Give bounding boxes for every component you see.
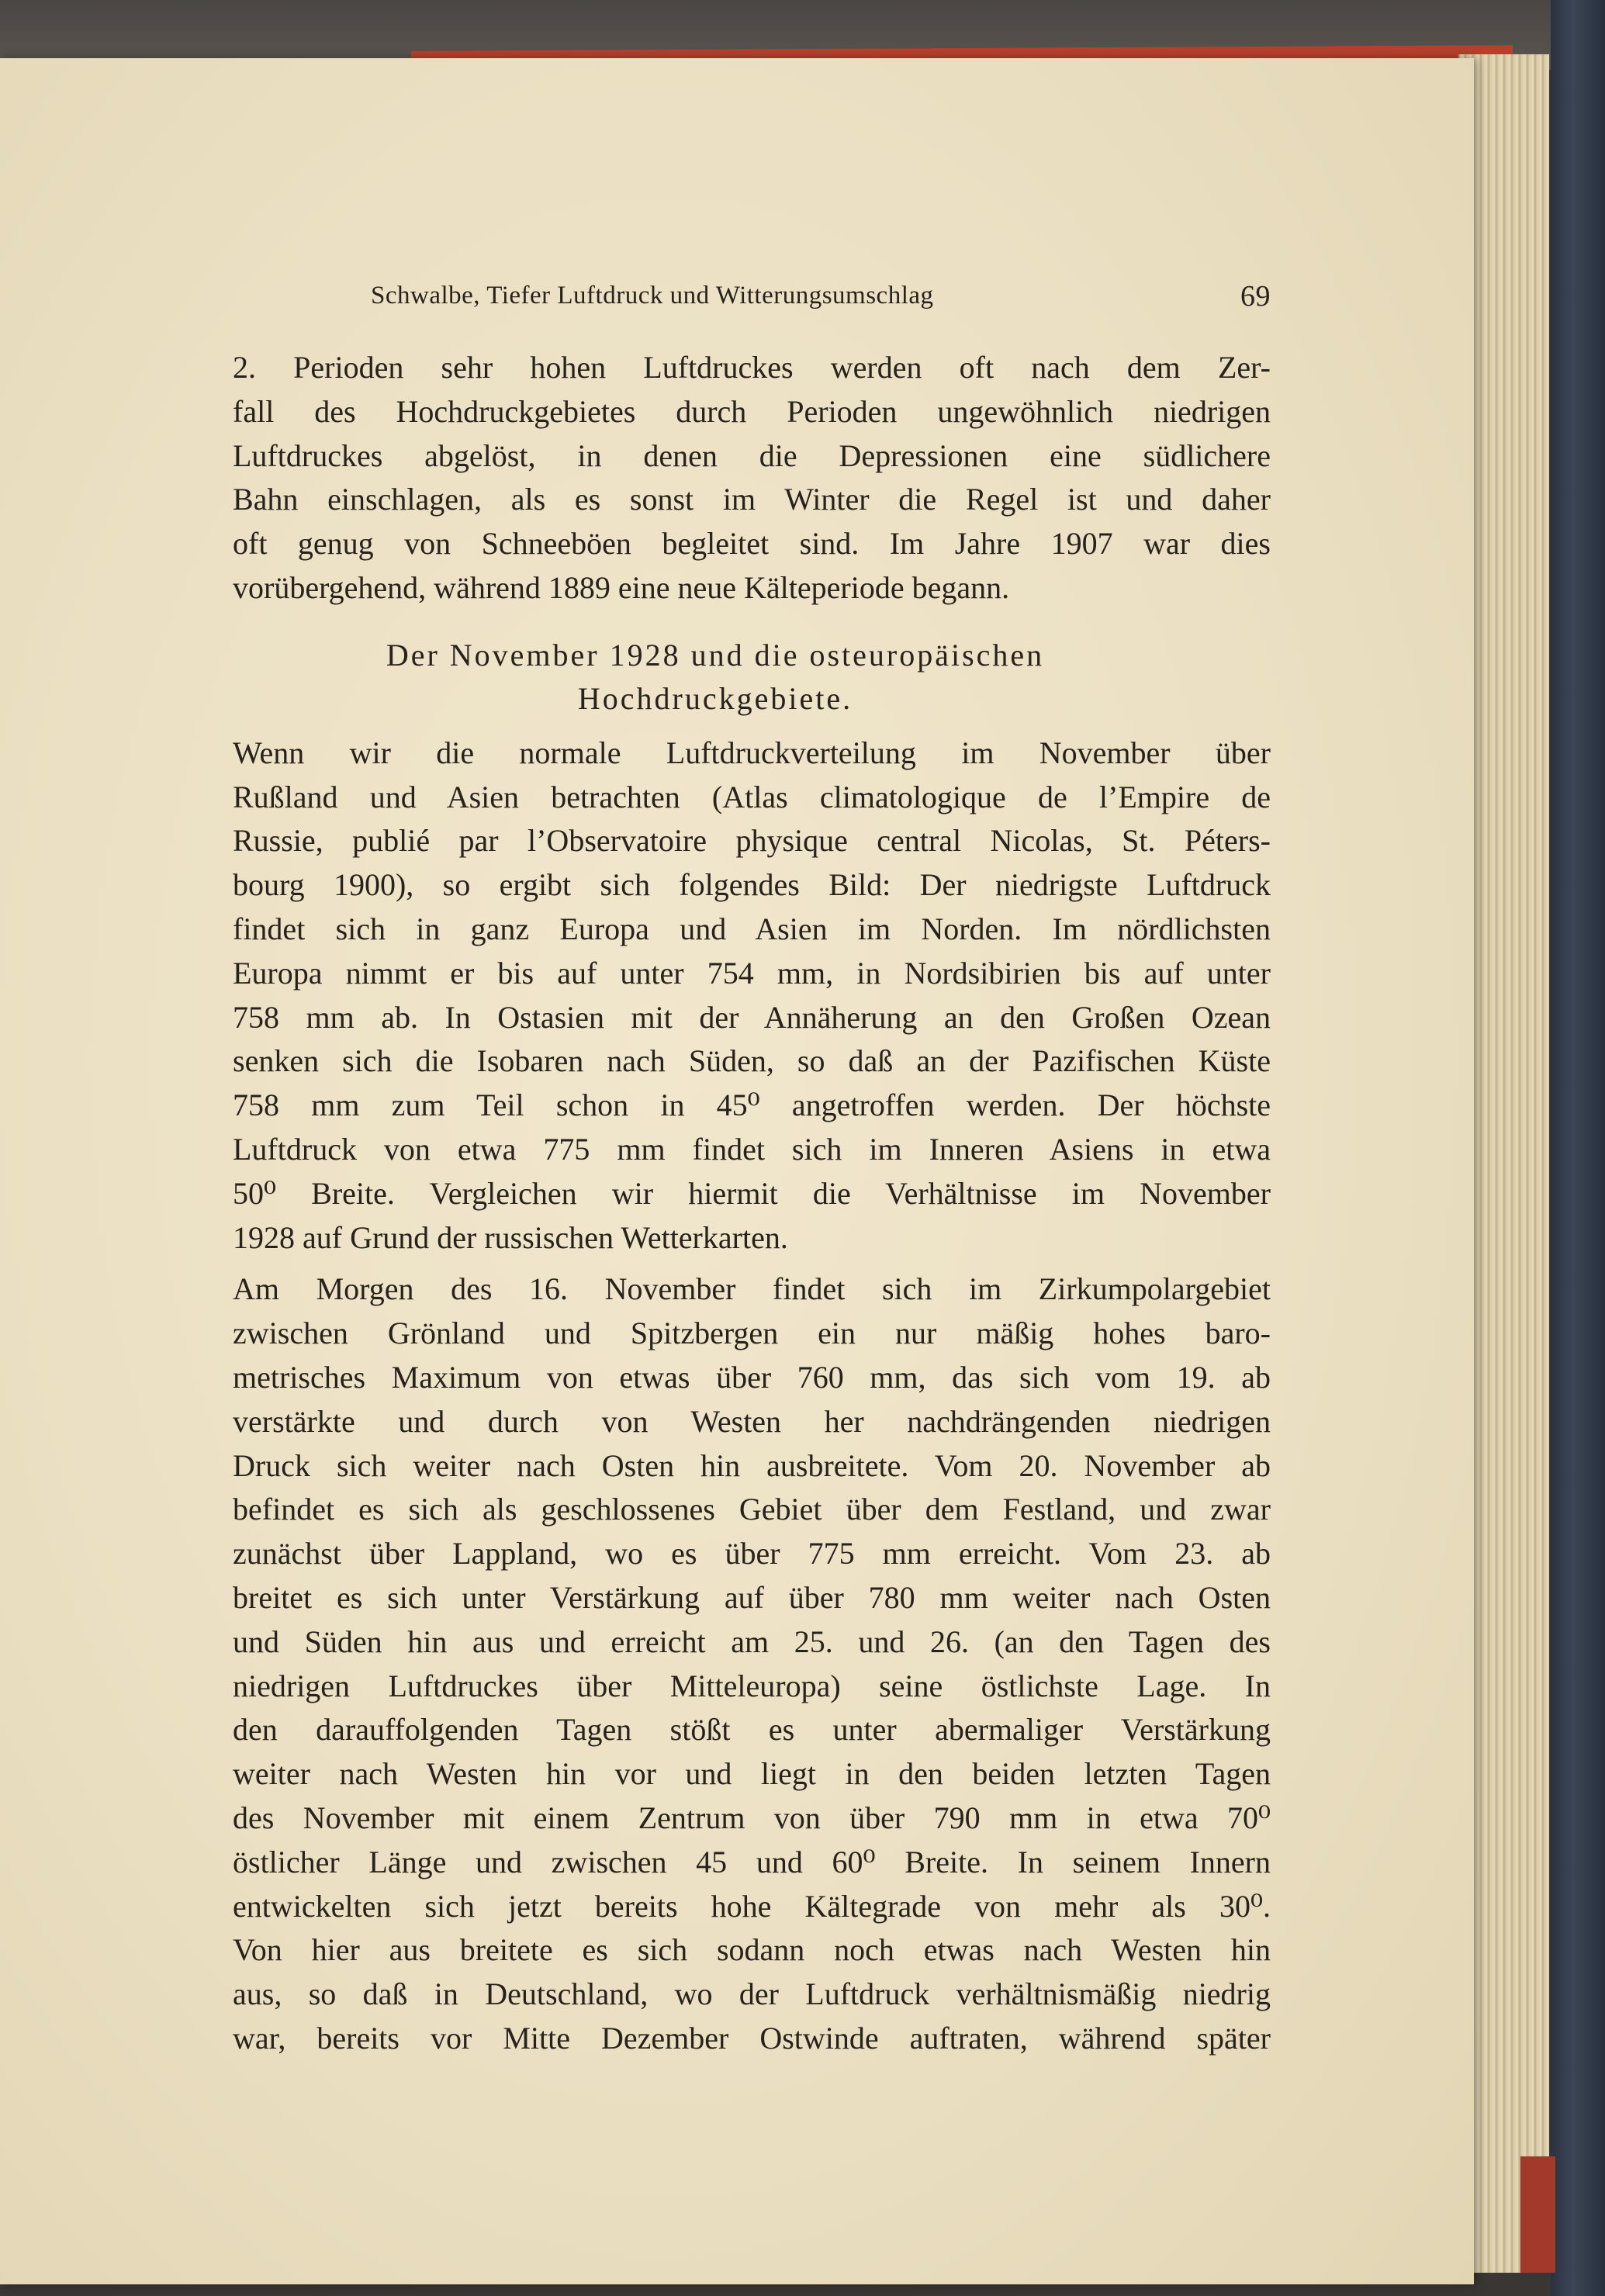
text-line: aus, so daß in Deutschland, wo der Luftdruck verhältnismäßig niedrig <box>233 1976 1271 2012</box>
text-line: niedrigen Luftdruckes über Mitteleuropa) seine östlichste Lage. In <box>233 1668 1271 1703</box>
text-line: 2. Perioden sehr hohen Luftdruckes werden oft nach dem Zer- <box>233 350 1271 385</box>
section-heading-line-2: Hochdruckgebiete. <box>577 680 853 716</box>
text-line: Druck sich weiter nach Osten hin ausbreitete. Vom 20. November ab <box>233 1447 1271 1483</box>
text-line: entwickelten sich jetzt bereits hohe Kältegrade von mehr als 30⁰. <box>233 1888 1271 1924</box>
text-line: Bahn einschlagen, als es sonst im Winter die Regel ist und daher <box>233 482 1271 517</box>
text-line: war, bereits vor Mitte Dezember Ostwinde auftraten, während später <box>233 2020 1271 2056</box>
text-line: östlicher Länge und zwischen 45 und 60⁰ Breite. In seinem Innern <box>233 1844 1271 1879</box>
running-title: Schwalbe, Tiefer Luftdruck und Witterungsumschlag <box>371 282 934 309</box>
paragraph-3 <box>160 1267 1271 2060</box>
text-line: 758 mm ab. In Ostasien mit der Annäherung an den Großen Ozean <box>233 999 1271 1035</box>
text-line: Rußland und Asien betrachten (Atlas climatologique de l’Empire de <box>233 779 1271 814</box>
text-line: Russie, publié par l’Observatoire physique central Nicolas, St. Péters- <box>233 823 1271 859</box>
text-line: senken sich die Isobaren nach Süden, so daß an der Pazifischen Küste <box>233 1043 1271 1079</box>
page-number: 69 <box>1240 280 1271 313</box>
text-line: und Süden hin aus und erreicht am 25. und 26. (an den Tagen des <box>233 1623 1271 1659</box>
text-line: Europa nimmt er bis auf unter 754 mm, in Nordsibirien bis auf unter <box>233 955 1271 991</box>
text-line: den darauffolgenden Tagen stößt es unter abermaliger Verstärkung <box>233 1712 1271 1748</box>
text-line: Wenn wir die normale Luftdruckverteilung im November über <box>233 735 1271 770</box>
text-line: metrisches Maximum von etwas über 760 mm, das sich vom 19. ab <box>233 1359 1271 1395</box>
text-line: findet sich in ganz Europa und Asien im Norden. Im nördlichsten <box>233 911 1271 946</box>
text-line: zwischen Grönland und Spitzbergen ein nur mäßig hohes baro- <box>233 1316 1271 1351</box>
text-line: breitet es sich unter Verstärkung auf über 780 mm weiter nach Osten <box>233 1579 1271 1615</box>
text-line: fall des Hochdruckgebietes durch Perioden ungewöhnlich niedrigen <box>233 393 1271 429</box>
body-text <box>160 346 1271 2061</box>
page-sheet <box>0 58 1474 2284</box>
text-line: 50⁰ Breite. Vergleichen wir hiermit die Verhältnisse im November <box>233 1175 1271 1211</box>
text-line: Luftdruck von etwa 775 mm findet sich im Inneren Asiens in etwa <box>233 1131 1271 1167</box>
section-heading-line-1: Der November 1928 und die osteuropäischen <box>386 637 1045 673</box>
text-line: Luftdruckes abgelöst, in denen die Depressionen eine südlichere <box>233 437 1271 473</box>
red-page-edge-bottom <box>1520 2156 1555 2273</box>
text-line: Am Morgen des 16. November findet sich im Zirkumpolargebiet <box>233 1271 1271 1307</box>
paragraph-1 <box>160 346 1271 610</box>
paragraph-2 <box>160 731 1271 1260</box>
text-line: Von hier aus breitete es sich sodann noch etwas nach Westen hin <box>233 1932 1271 1968</box>
text-line: vorübergehend, während 1889 eine neue Kälteperiode begann. <box>233 569 1010 605</box>
text-line: oft genug von Schneeböen begleitet sind. Im Jahre 1907 war dies <box>233 526 1271 562</box>
text-line: befindet es sich als geschlossenes Gebiet über dem Festland, und zwar <box>233 1492 1271 1527</box>
text-line: verstärkte und durch von Westen her nachdrängenden niedrigen <box>233 1403 1271 1439</box>
text-line: bourg 1900), so ergibt sich folgendes Bild: Der niedrigste Luftdruck <box>233 867 1271 903</box>
text-line: 758 mm zum Teil schon in 45⁰ angetroffen werden. Der höchste <box>233 1087 1271 1123</box>
book-cover-right <box>1551 0 1605 2296</box>
text-line: 1928 auf Grund der russischen Wetterkarten. <box>233 1219 788 1255</box>
text-line: zunächst über Lappland, wo es über 775 mm erreicht. Vom 23. ab <box>233 1536 1271 1572</box>
section-heading <box>160 610 1271 731</box>
text-line: des November mit einem Zentrum von über 790 mm in etwa 70⁰ <box>233 1800 1271 1835</box>
text-line: weiter nach Westen hin vor und liegt in den beiden letzten Tagen <box>233 1756 1271 1792</box>
